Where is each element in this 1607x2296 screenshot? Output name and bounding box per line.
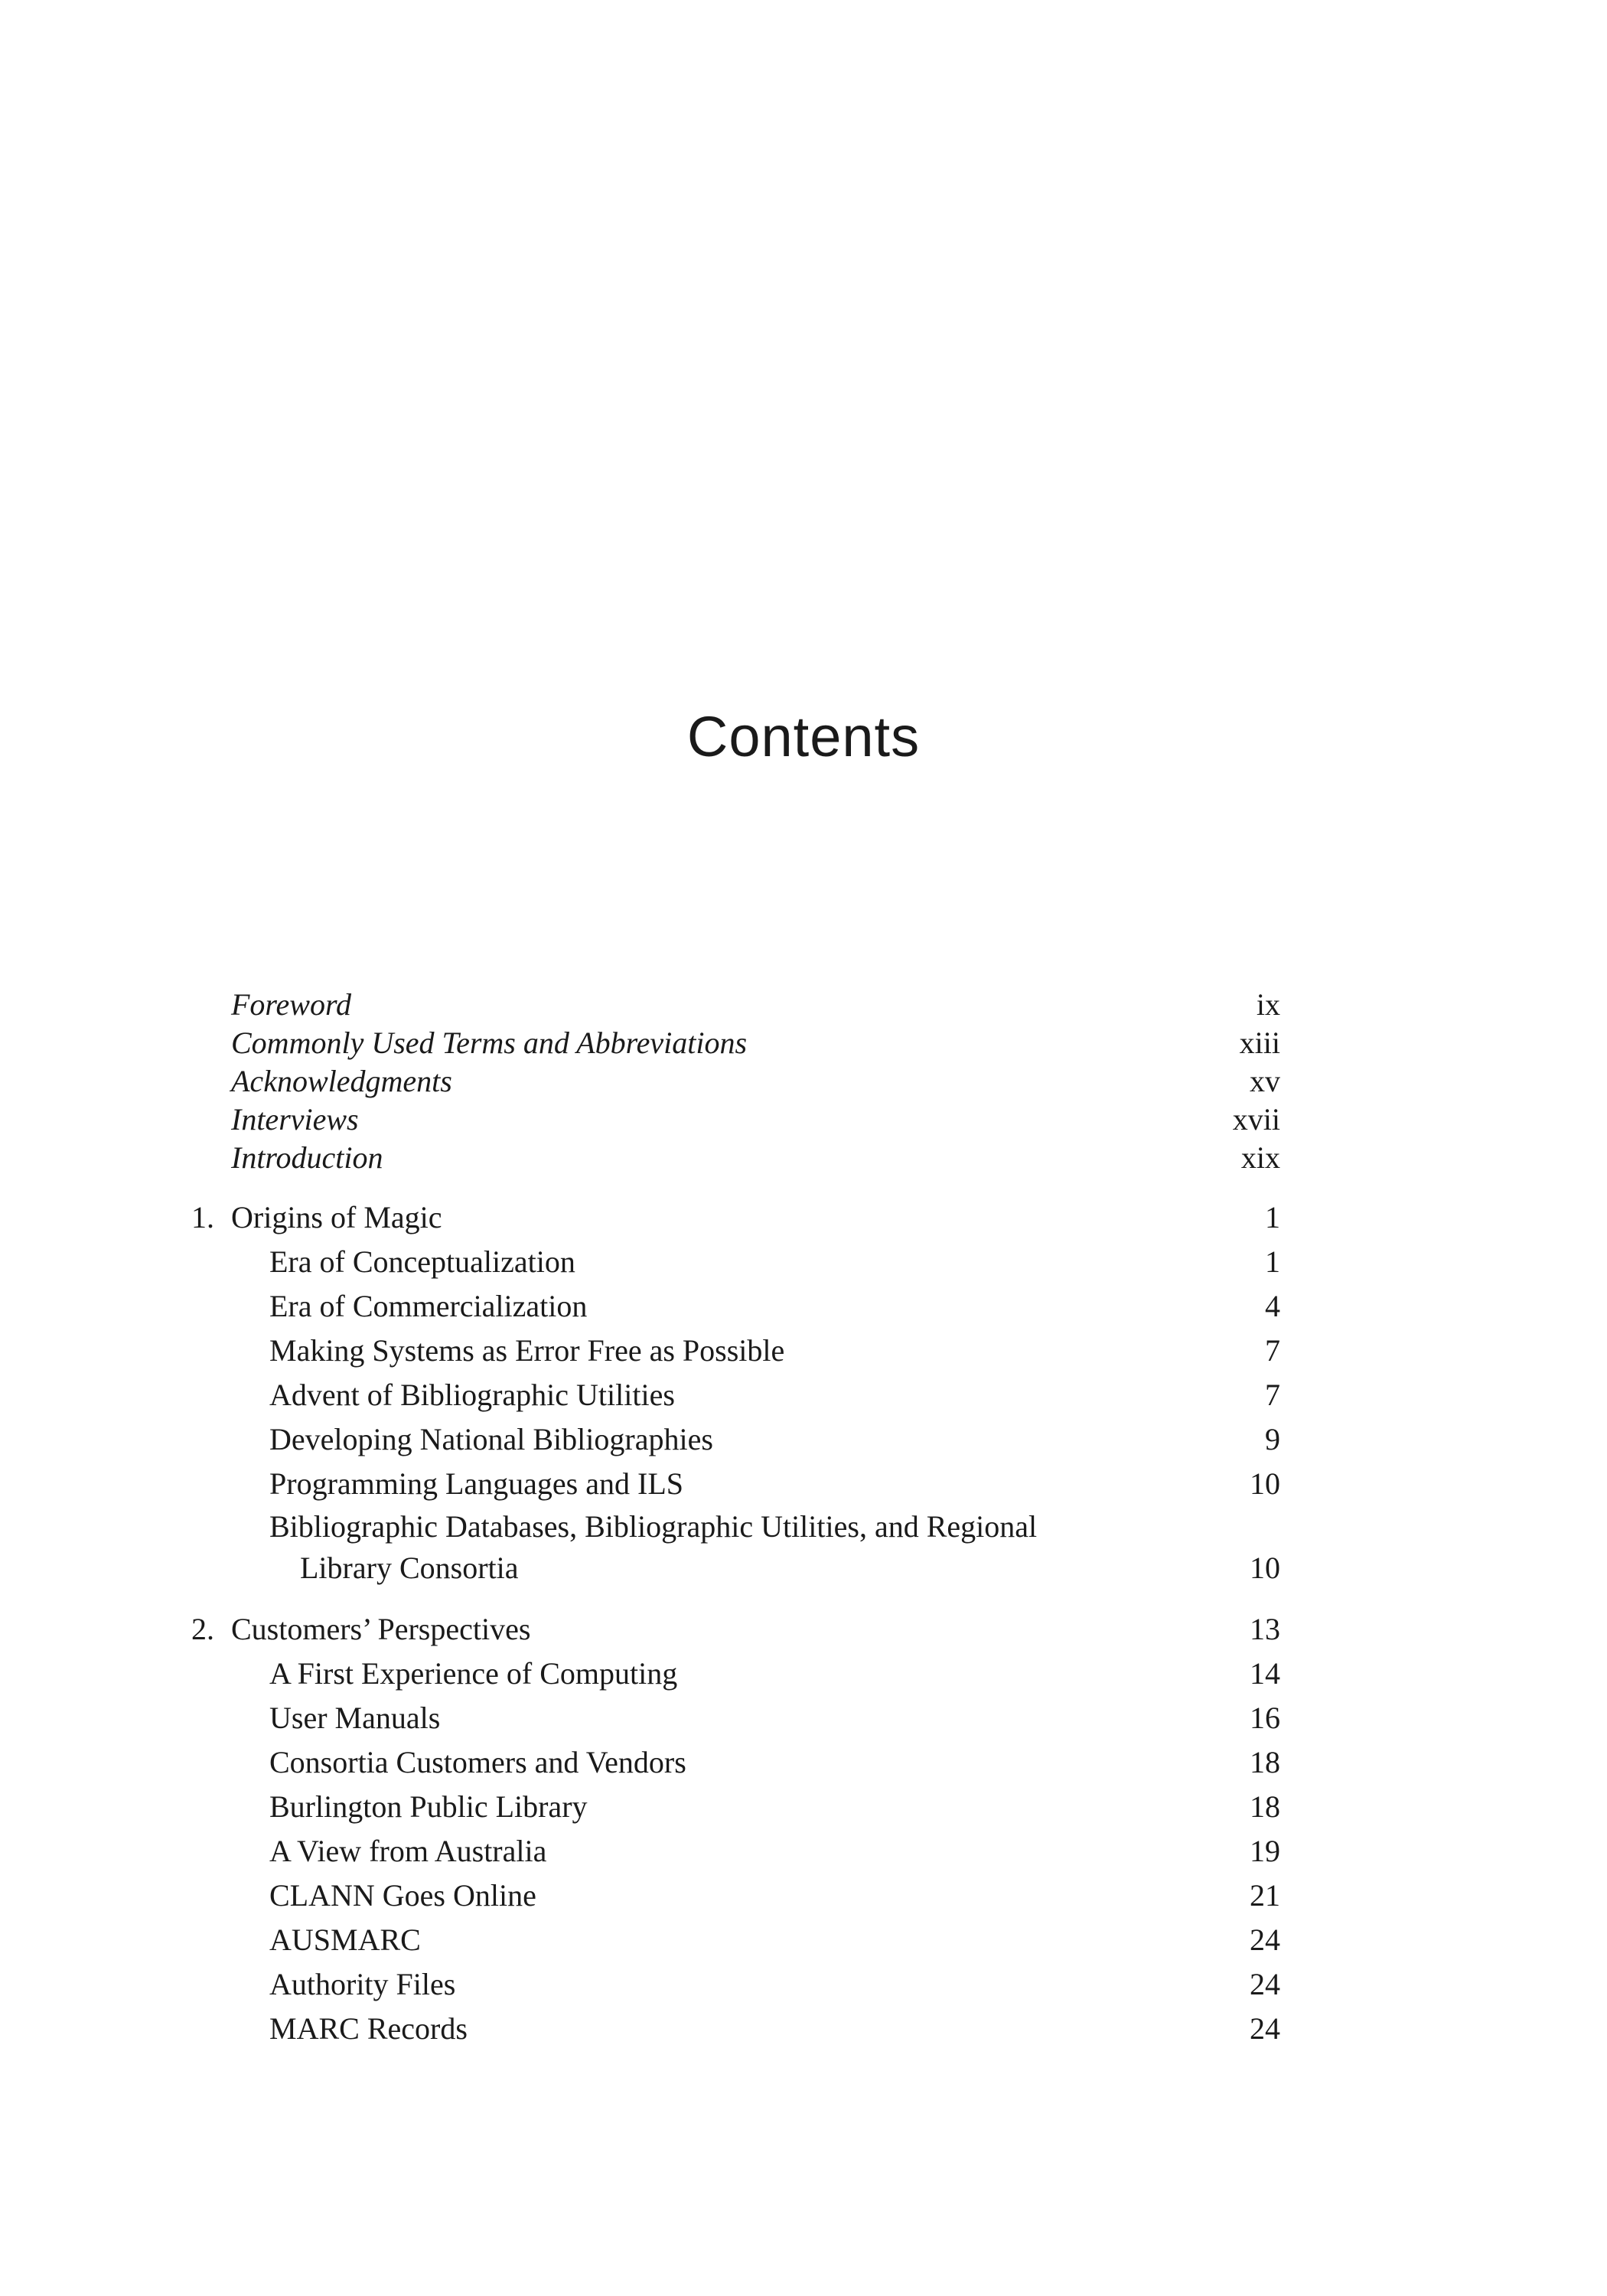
section-page: 24 xyxy=(1250,1967,1280,2001)
section-page: 19 xyxy=(1250,1834,1280,1868)
toc-section-entry[interactable] xyxy=(191,1506,1280,1589)
toc-entry-label: Interviews xyxy=(231,1102,359,1137)
section-label: Era of Commercialization xyxy=(269,1289,588,1323)
chapter-page: 1 xyxy=(1265,1200,1280,1234)
toc-entry-label: Introduction xyxy=(231,1140,383,1175)
toc-section-entry[interactable] xyxy=(191,1918,1280,1962)
toc-section-entry[interactable] xyxy=(191,1417,1280,1462)
toc-entry-page: xvii xyxy=(1232,1102,1280,1137)
section-label: MARC Records xyxy=(269,2011,468,2046)
chapter-page: 13 xyxy=(1250,1612,1280,1646)
section-label xyxy=(269,1506,1111,1589)
toc-section-entry[interactable] xyxy=(191,1373,1280,1417)
section-label: Burlington Public Library xyxy=(269,1789,588,1824)
section-page: 9 xyxy=(1265,1422,1280,1456)
toc-entry-interviews[interactable] xyxy=(191,1101,1280,1139)
section-page: 10 xyxy=(1250,1466,1280,1501)
section-label: Making Systems as Error Free as Possible xyxy=(269,1333,785,1368)
toc-entry-label: Foreword xyxy=(231,987,352,1022)
toc-section-entry[interactable] xyxy=(191,1240,1280,1284)
table-of-contents xyxy=(191,986,1280,2051)
toc-section-entry[interactable] xyxy=(191,1785,1280,1829)
section-label: Authority Files xyxy=(269,1967,456,2001)
section-label: User Manuals xyxy=(269,1701,441,1735)
section-label: Consortia Customers and Vendors xyxy=(269,1745,686,1779)
toc-section-entry[interactable] xyxy=(191,1829,1280,1874)
toc-entry-page: ix xyxy=(1256,987,1280,1022)
section-label-line-2: Library Consortia xyxy=(300,1551,519,1585)
toc-entry-foreword[interactable] xyxy=(191,986,1280,1024)
toc-section-entry[interactable] xyxy=(191,1962,1280,2007)
toc-entry-page: xiii xyxy=(1239,1026,1280,1060)
chapter-title: Origins of Magic xyxy=(231,1200,442,1234)
section-page: 7 xyxy=(1265,1333,1280,1368)
toc-section-entry[interactable] xyxy=(191,2007,1280,2051)
toc-entry-label: Acknowledgments xyxy=(231,1064,452,1098)
toc-section-entry[interactable] xyxy=(191,1740,1280,1785)
chapter-2 xyxy=(191,1607,1280,2051)
chapter-number: 1. xyxy=(191,1200,214,1234)
toc-section-entry[interactable] xyxy=(191,1284,1280,1329)
section-label: Era of Conceptualization xyxy=(269,1244,575,1279)
chapter-number: 2. xyxy=(191,1612,214,1646)
section-page: 10 xyxy=(1250,1551,1280,1585)
section-page: 18 xyxy=(1250,1745,1280,1779)
section-page: 21 xyxy=(1250,1878,1280,1913)
section-page: 1 xyxy=(1265,1244,1280,1279)
chapter-heading[interactable] xyxy=(191,1195,1280,1240)
section-label: A First Experience of Computing xyxy=(269,1656,678,1691)
section-label: Programming Languages and ILS xyxy=(269,1466,683,1501)
toc-entry-label: Commonly Used Terms and Abbreviations xyxy=(231,1026,748,1060)
section-label: AUSMARC xyxy=(269,1923,421,1957)
toc-entry-terms-abbreviations[interactable] xyxy=(191,1024,1280,1062)
section-page: 4 xyxy=(1265,1289,1280,1323)
toc-section-entry[interactable] xyxy=(191,1696,1280,1740)
toc-entry-acknowledgments[interactable] xyxy=(191,1062,1280,1101)
section-label: Developing National Bibliographies xyxy=(269,1422,713,1456)
toc-section-entry[interactable] xyxy=(191,1874,1280,1918)
section-page: 18 xyxy=(1250,1789,1280,1824)
section-label: A View from Australia xyxy=(269,1834,547,1868)
section-page: 16 xyxy=(1250,1701,1280,1735)
chapter-heading[interactable] xyxy=(191,1607,1280,1652)
front-matter-list xyxy=(191,986,1280,1177)
section-page: 24 xyxy=(1250,2011,1280,2046)
section-label-line-1: Bibliographic Databases, Bibliographic Utilities, and Regional xyxy=(269,1509,1038,1544)
toc-entry-introduction[interactable] xyxy=(191,1139,1280,1177)
toc-entry-page: xix xyxy=(1240,1140,1280,1175)
section-label: Advent of Bibliographic Utilities xyxy=(269,1378,675,1412)
section-label: CLANN Goes Online xyxy=(269,1878,536,1913)
section-page: 24 xyxy=(1250,1923,1280,1957)
chapter-title: Customers’ Perspectives xyxy=(231,1612,531,1646)
chapter-1 xyxy=(191,1195,1280,1589)
toc-section-entry[interactable] xyxy=(191,1329,1280,1373)
toc-section-entry[interactable] xyxy=(191,1652,1280,1696)
section-page: 14 xyxy=(1250,1656,1280,1691)
section-page: 7 xyxy=(1265,1378,1280,1412)
toc-section-entry[interactable] xyxy=(191,1462,1280,1506)
toc-entry-page: xv xyxy=(1250,1064,1280,1098)
page-title: Contents xyxy=(686,705,921,768)
